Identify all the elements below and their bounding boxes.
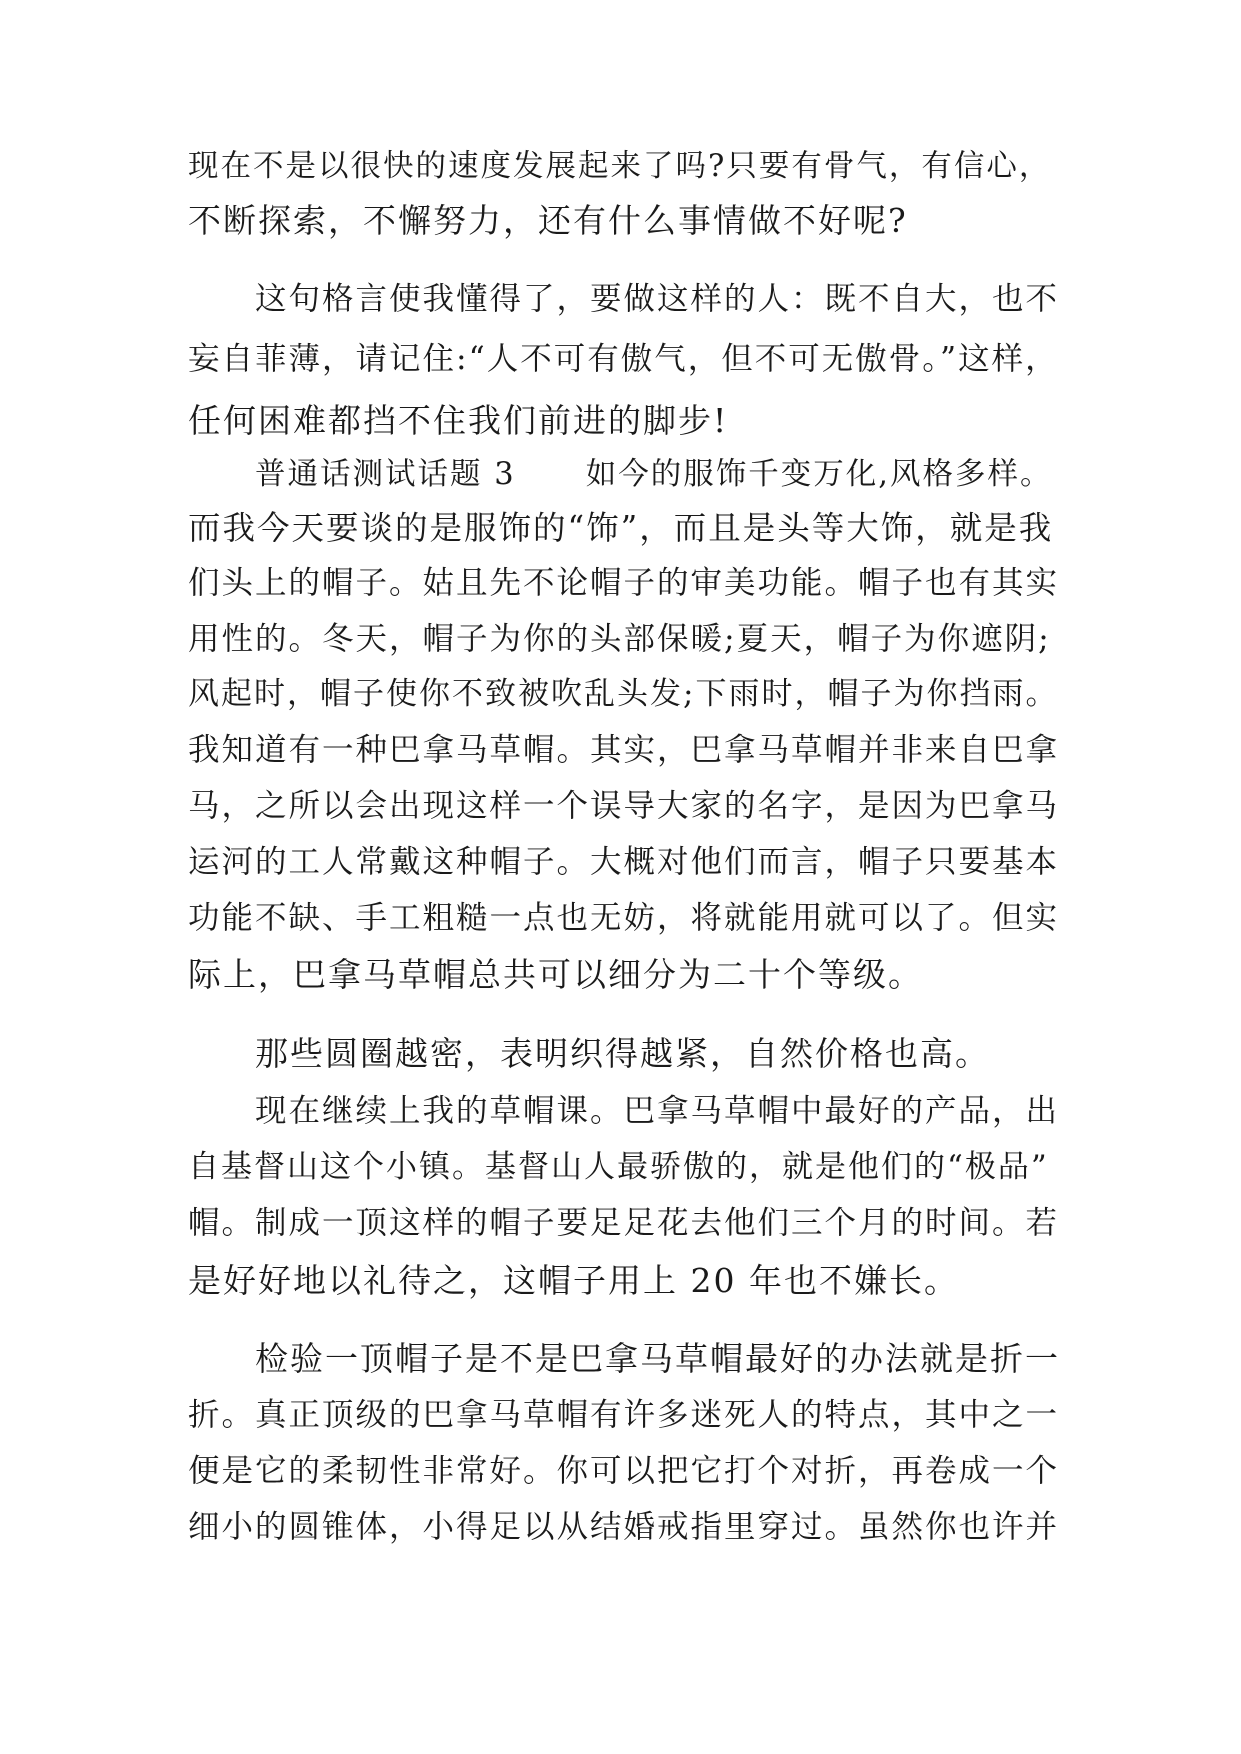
text-line: 细小的圆锥体，小得足以从结婚戒指里穿过。虽然你也许并 <box>188 1509 1060 1545</box>
text-line: 而我今天要谈的是服饰的“饰”，而且是头等大饰，就是我 <box>188 509 1054 547</box>
text-line: 们头上的帽子。姑且先不论帽子的审美功能。帽子也有其实 <box>188 565 1060 601</box>
text-line: 际上，巴拿马草帽总共可以细分为二十个等级。 <box>188 955 923 994</box>
text-line: 现在不是以很快的速度发展起来了吗?只要有骨气，有信心， <box>188 149 1052 184</box>
text-line: 帽。制成一顶这样的帽子要足足花去他们三个月的时间。若 <box>188 1205 1060 1241</box>
text-line: 运河的工人常戴这种帽子。大概对他们而言，帽子只要基本 <box>188 844 1060 880</box>
text-line: 便是它的柔韧性非常好。你可以把它打个对折，再卷成一个 <box>188 1453 1060 1489</box>
text-line: 马，之所以会出现这样一个误导大家的名字，是因为巴拿马 <box>188 788 1060 824</box>
text-line: 妄自菲薄，请记住:“人不可有傲气，但不可无傲骨。”这样， <box>188 341 1059 377</box>
text-line: 这句格言使我懂得了，要做这样的人：既不自大，也不 <box>255 281 1060 317</box>
text-line: 普通话测试话题 3 如今的服饰千变万化,风格多样。 <box>255 457 1053 492</box>
text-line: 风起时，帽子使你不致被吹乱头发;下雨时，帽子为你挡雨。 <box>188 676 1059 712</box>
text-line: 任何困难都挡不住我们前进的脚步! <box>188 401 729 440</box>
text-line: 用性的。冬天，帽子为你的头部保暖;夏天，帽子为你遮阴; <box>188 621 1051 657</box>
text-line: 是好好地以礼待之，这帽子用上 20 年也不嫌长。 <box>188 1261 959 1300</box>
text-line: 我知道有一种巴拿马草帽。其实，巴拿马草帽并非来自巴拿 <box>188 732 1060 768</box>
text-line: 检验一顶帽子是不是巴拿马草帽最好的办法就是折一 <box>255 1339 1060 1378</box>
text-line: 折。真正顶级的巴拿马草帽有许多迷死人的特点，其中之一 <box>188 1397 1060 1433</box>
text-line: 不断探索，不懈努力，还有什么事情做不好呢? <box>188 201 908 240</box>
text-line: 功能不缺、手工粗糙一点也无妨，将就能用就可以了。但实 <box>188 900 1060 936</box>
text-line: 自基督山这个小镇。基督山人最骄傲的，就是他们的“极品” <box>188 1149 1049 1185</box>
text-line: 那些圆圈越密，表明织得越紧，自然价格也高。 <box>255 1034 990 1073</box>
text-line: 现在继续上我的草帽课。巴拿马草帽中最好的产品，出 <box>255 1093 1060 1129</box>
